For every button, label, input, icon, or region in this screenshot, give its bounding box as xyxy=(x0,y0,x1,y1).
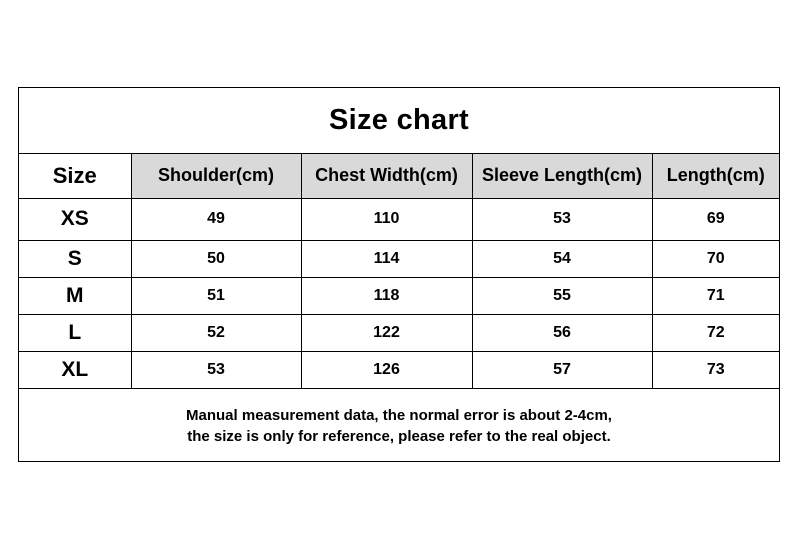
shoulder-value: 51 xyxy=(131,277,301,314)
size-label: M xyxy=(19,277,131,314)
chest-width-value: 122 xyxy=(301,314,472,351)
chest-width-column-header: Chest Width(cm) xyxy=(301,154,472,198)
length-value: 70 xyxy=(652,240,779,277)
length-column-header: Length(cm) xyxy=(652,154,779,198)
chart-title: Size chart xyxy=(329,104,469,136)
size-label: L xyxy=(19,314,131,351)
chest-width-value: 110 xyxy=(301,198,472,240)
shoulder-column-header: Shoulder(cm) xyxy=(131,154,301,198)
sleeve-length-value: 53 xyxy=(472,198,652,240)
sleeve-length-value: 55 xyxy=(472,277,652,314)
chest-width-value: 126 xyxy=(301,351,472,388)
size-column-header: Size xyxy=(19,154,131,198)
sleeve-length-value: 54 xyxy=(472,240,652,277)
length-value: 72 xyxy=(652,314,779,351)
measurement-note xyxy=(19,390,779,462)
sleeve-length-column-header: Sleeve Length(cm) xyxy=(472,154,652,198)
chest-width-value: 114 xyxy=(301,240,472,277)
note-line-2: the size is only for reference, please refer to the real object. xyxy=(187,428,611,445)
sleeve-length-value: 57 xyxy=(472,351,652,388)
size-chart xyxy=(18,87,780,462)
shoulder-value: 53 xyxy=(131,351,301,388)
size-label: S xyxy=(19,240,131,277)
shoulder-value: 50 xyxy=(131,240,301,277)
shoulder-value: 52 xyxy=(131,314,301,351)
chest-width-value: 118 xyxy=(301,277,472,314)
size-table xyxy=(19,154,779,389)
table-row xyxy=(19,240,779,277)
table-header-row xyxy=(19,154,779,198)
length-value: 71 xyxy=(652,277,779,314)
size-label: XL xyxy=(19,351,131,388)
size-label: XS xyxy=(19,198,131,240)
sleeve-length-value: 56 xyxy=(472,314,652,351)
length-value: 69 xyxy=(652,198,779,240)
table-row xyxy=(19,351,779,388)
table-row xyxy=(19,198,779,240)
length-value: 73 xyxy=(652,351,779,388)
shoulder-value: 49 xyxy=(131,198,301,240)
title-row xyxy=(19,88,779,154)
table-row xyxy=(19,314,779,351)
note-line-1: Manual measurement data, the normal error is about 2-4cm, xyxy=(186,407,612,424)
table-row xyxy=(19,277,779,314)
